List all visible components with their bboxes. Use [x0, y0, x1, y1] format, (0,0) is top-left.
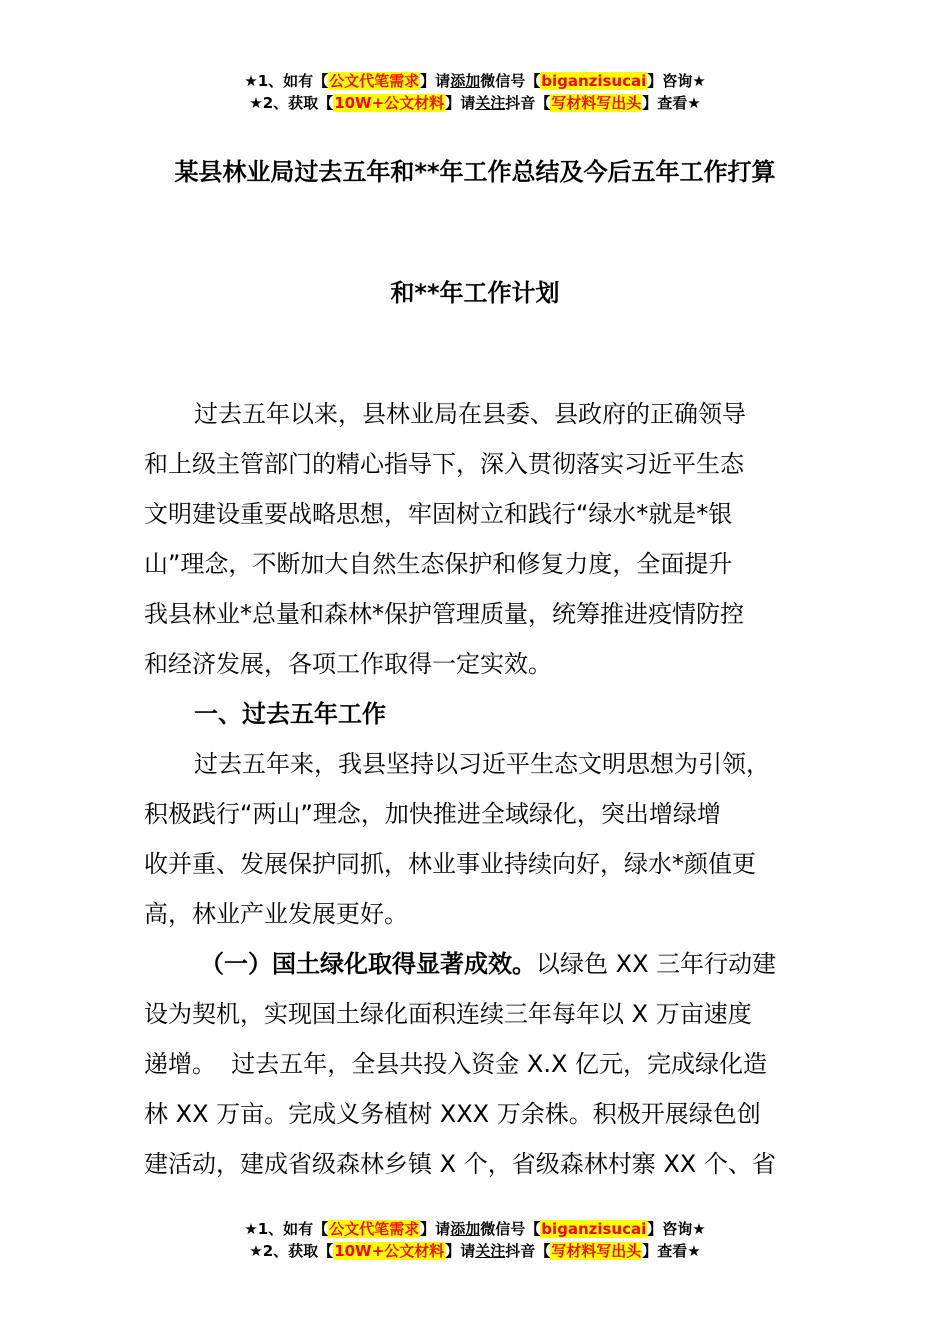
text-line: 积极践行“两山”理念，加快推进全域绿化，突出增绿增 — [144, 800, 721, 828]
banner-line-2 — [0, 1240, 950, 1262]
banner-highlight: 公文代笔需求 — [329, 1220, 420, 1238]
banner-text: ★1、如有【 — [244, 1220, 329, 1238]
section-heading: 一、过去五年工作 — [194, 700, 386, 728]
text-line: 我县林业*总量和森林*保护管理质量，统筹推进疫情防控 — [144, 600, 744, 628]
document-title-continued: 和**年工作计划 — [390, 279, 560, 307]
banner-line-2 — [0, 92, 950, 114]
banner-underline: 添加 — [450, 1220, 481, 1238]
banner-line-1 — [0, 70, 950, 92]
banner-line-1 — [0, 1218, 950, 1240]
banner-underline: 关注 — [475, 1242, 506, 1260]
text-line: 山”理念，不断加大自然生态保护和修复力度，全面提升 — [144, 550, 733, 578]
text-line: 和经济发展，各项工作取得一定实效。 — [144, 650, 552, 678]
header-banner — [0, 70, 950, 114]
banner-highlight: 10W+公文材料 — [334, 1242, 445, 1260]
text-line: 林 XX 万亩。完成义务植树 XXX 万余株。积极开展绿色创 — [144, 1100, 761, 1128]
banner-text: 】请 — [445, 1242, 476, 1260]
banner-underline: 关注 — [475, 94, 506, 112]
banner-text: 】咨询★ — [647, 72, 706, 90]
banner-text: 】查看★ — [642, 1242, 701, 1260]
text-fragment: 以绿色 XX 三年行动建 — [536, 950, 777, 978]
banner-highlight: 10W+公文材料 — [334, 94, 445, 112]
banner-text: ★2、获取【 — [249, 94, 334, 112]
text-line: 过去五年以来，县林业局在县委、县政府的正确领导 — [194, 400, 746, 428]
text-line: 和上级主管部门的精心指导下，深入贯彻落实习近平生态 — [144, 450, 744, 478]
text-line: 过去五年来，我县坚持以习近平生态文明思想为引领， — [194, 750, 770, 778]
banner-text: 微信号【 — [480, 1220, 541, 1238]
banner-highlight: biganzisucai — [541, 1220, 647, 1238]
banner-text: 微信号【 — [480, 72, 541, 90]
banner-text: 】请 — [420, 1220, 451, 1238]
banner-highlight: 写材料写出头 — [551, 94, 642, 112]
document-title: 某县林业局过去五年和**年工作总结及今后五年工作打算 — [174, 158, 776, 186]
banner-text: 】请 — [420, 72, 451, 90]
banner-text: 抖音【 — [505, 94, 551, 112]
banner-highlight: 公文代笔需求 — [329, 72, 420, 90]
footer-banner — [0, 1218, 950, 1262]
banner-text: 】请 — [445, 94, 476, 112]
section-paragraph — [144, 739, 834, 939]
banner-highlight: biganzisucai — [541, 72, 647, 90]
banner-underline: 添加 — [450, 72, 481, 90]
text-line: 文明建设重要战略思想，牢固树立和践行“绿水*就是*银 — [144, 500, 733, 528]
banner-text: ★1、如有【 — [244, 72, 329, 90]
document-body — [144, 389, 834, 1189]
text-line: 高，林业产业发展更好。 — [144, 900, 408, 928]
subsection-heading: （一）国土绿化取得显著成效。 — [200, 950, 536, 978]
banner-text: ★2、获取【 — [249, 1242, 334, 1260]
text-line — [144, 939, 834, 989]
text-line: 设为契机，实现国土绿化面积连续三年每年以 X 万亩速度 — [144, 1000, 752, 1028]
text-line: 收并重、发展保护同抓，林业事业持续向好，绿水*颜值更 — [144, 850, 756, 878]
banner-text: 抖音【 — [505, 1242, 551, 1260]
banner-highlight: 写材料写出头 — [551, 1242, 642, 1260]
text-line: 递增。 过去五年，全县共投入资金 X.X 亿元，完成绿化造 — [144, 1050, 768, 1078]
text-line: 建活动，建成省级森林乡镇 X 个，省级森林村寨 XX 个、省 — [144, 1150, 776, 1178]
banner-text: 】查看★ — [642, 94, 701, 112]
intro-paragraph — [144, 389, 834, 689]
subsection-paragraph — [144, 939, 834, 1189]
banner-text: 】咨询★ — [647, 1220, 706, 1238]
